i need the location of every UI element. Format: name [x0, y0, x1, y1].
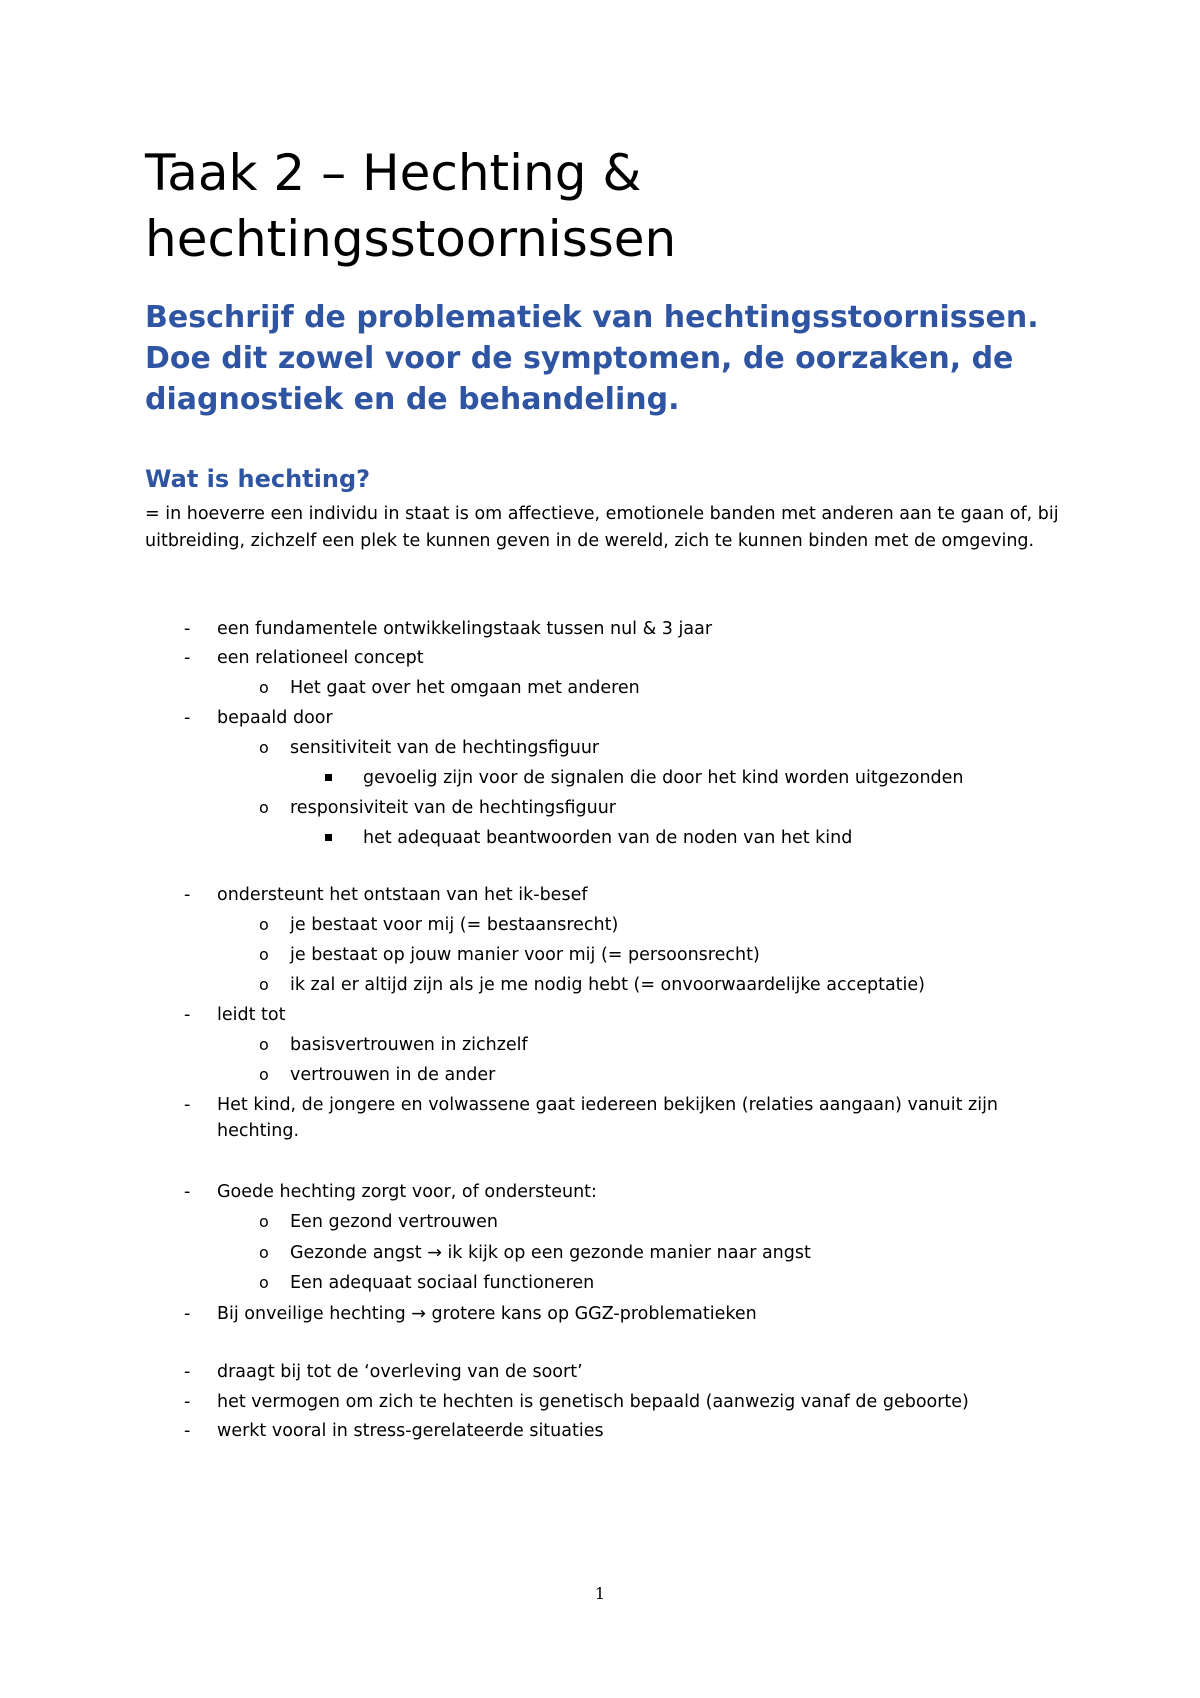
circle-bullet-icon: o	[259, 975, 269, 994]
list-item	[184, 1359, 583, 1385]
dash-bullet-icon: -	[184, 619, 191, 639]
dash-bullet-icon: -	[184, 1095, 191, 1115]
list-item	[184, 705, 333, 731]
list-item-text: draagt bij tot de ‘overleving van de soort’	[217, 1362, 583, 1382]
dash-bullet-icon: -	[184, 648, 191, 668]
circle-bullet-icon: o	[259, 738, 269, 757]
square-bullet-icon	[325, 834, 332, 841]
circle-bullet-icon: o	[259, 678, 269, 697]
circle-bullet-icon: o	[259, 915, 269, 934]
circle-bullet-icon: o	[259, 1212, 269, 1231]
list-item-text: een fundamentele ontwikkelingstaak tussen nul & 3 jaar	[217, 619, 713, 639]
list-item	[259, 675, 640, 701]
dash-bullet-icon: -	[184, 885, 191, 905]
list-item	[259, 942, 760, 968]
list-item-text: sensitiviteit van de hechtingsfiguur	[290, 738, 600, 758]
dash-bullet-icon: -	[184, 1392, 191, 1412]
list-item	[184, 1092, 1037, 1144]
list-item	[259, 1240, 811, 1266]
list-item	[259, 1032, 528, 1058]
list-item	[259, 972, 925, 998]
page-number: 1	[594, 1584, 606, 1603]
list-item-text: het adequaat beantwoorden van de noden van het kind	[363, 828, 853, 848]
circle-bullet-icon: o	[259, 1243, 269, 1262]
dash-bullet-icon: -	[184, 1304, 191, 1324]
list-item-text: Een gezond vertrouwen	[290, 1212, 498, 1232]
list-item	[259, 1270, 595, 1296]
list-item	[184, 1179, 597, 1205]
list-item	[184, 645, 424, 671]
list-item-text: Een adequaat sociaal functioneren	[290, 1273, 595, 1293]
list-item	[363, 825, 852, 851]
dash-bullet-icon: -	[184, 708, 191, 728]
list-item-text: het vermogen om zich te hechten is genetisch bepaald (aanwezig vanaf de geboorte)	[217, 1392, 969, 1412]
list-item	[184, 1418, 604, 1444]
list-item	[184, 616, 713, 642]
list-item	[184, 1389, 969, 1415]
circle-bullet-icon: o	[259, 1035, 269, 1054]
list-item-text: basisvertrouwen in zichzelf	[290, 1035, 528, 1055]
dash-bullet-icon: -	[184, 1421, 191, 1441]
list-item-text: je bestaat op jouw manier voor mij (= persoonsrecht)	[290, 945, 760, 965]
list-item-text: bepaald door	[217, 708, 333, 728]
list-item-text: vertrouwen in de ander	[290, 1065, 496, 1085]
dash-bullet-icon: -	[184, 1182, 191, 1202]
circle-bullet-icon: o	[259, 798, 269, 817]
list-item-text: Goede hechting zorgt voor, of ondersteunt:	[217, 1182, 597, 1202]
list-item	[184, 1002, 286, 1028]
list-item-text: ik zal er altijd zijn als je me nodig hebt (= onvoorwaardelijke acceptatie)	[290, 975, 925, 995]
definition-paragraph: = in hoeverre een individu in staat is om affectieve, emotionele banden met anderen aan te gaan of, bij uitbreiding, zichzelf een plek te kunnen geven in de wereld, zich te kunnen binden met de omgeving.	[145, 504, 1059, 551]
list-item-text: Het kind, de jongere en volwassene gaat iedereen bekijken (relaties aangaan) vanuit zijn hechting.	[217, 1095, 999, 1141]
list-item	[363, 765, 964, 791]
list-item	[259, 795, 617, 821]
circle-bullet-icon: o	[259, 945, 269, 964]
list-item-text: responsiviteit van de hechtingsfiguur	[290, 798, 617, 818]
list-item-text: een relationeel concept	[217, 648, 424, 668]
list-item	[259, 735, 600, 761]
section-heading: Wat is hechting?	[145, 465, 371, 493]
list-item	[184, 882, 588, 908]
list-item	[259, 1062, 496, 1088]
list-item-text: Bij onveilige hechting → grotere kans op GGZ-problematieken	[217, 1304, 757, 1324]
list-item	[259, 1209, 498, 1235]
square-bullet-icon	[325, 774, 332, 781]
dash-bullet-icon: -	[184, 1362, 191, 1382]
list-item-text: ondersteunt het ontstaan van het ik-besef	[217, 885, 588, 905]
list-item-text: je bestaat voor mij (= bestaansrecht)	[290, 915, 619, 935]
list-item	[259, 912, 619, 938]
list-item-text: leidt tot	[217, 1005, 286, 1025]
circle-bullet-icon: o	[259, 1065, 269, 1084]
list-item-text: Het gaat over het omgaan met anderen	[290, 678, 640, 698]
list-item-text: werkt vooral in stress-gerelateerde situaties	[217, 1421, 604, 1441]
circle-bullet-icon: o	[259, 1273, 269, 1292]
list-item-text: gevoelig zijn voor de signalen die door het kind worden uitgezonden	[363, 768, 964, 788]
assignment-question: Beschrijf de problematiek van hechtingsstoornissen. Doe dit zowel voor de symptomen, de oorzaken, de diagnostiek en de behandeling.	[145, 300, 1039, 417]
document-title: Taak 2 – Hechting & hechtingsstoornissen	[145, 144, 677, 268]
list-item	[184, 1301, 757, 1327]
list-item-text: Gezonde angst → ik kijk op een gezonde manier naar angst	[290, 1243, 811, 1263]
dash-bullet-icon: -	[184, 1005, 191, 1025]
